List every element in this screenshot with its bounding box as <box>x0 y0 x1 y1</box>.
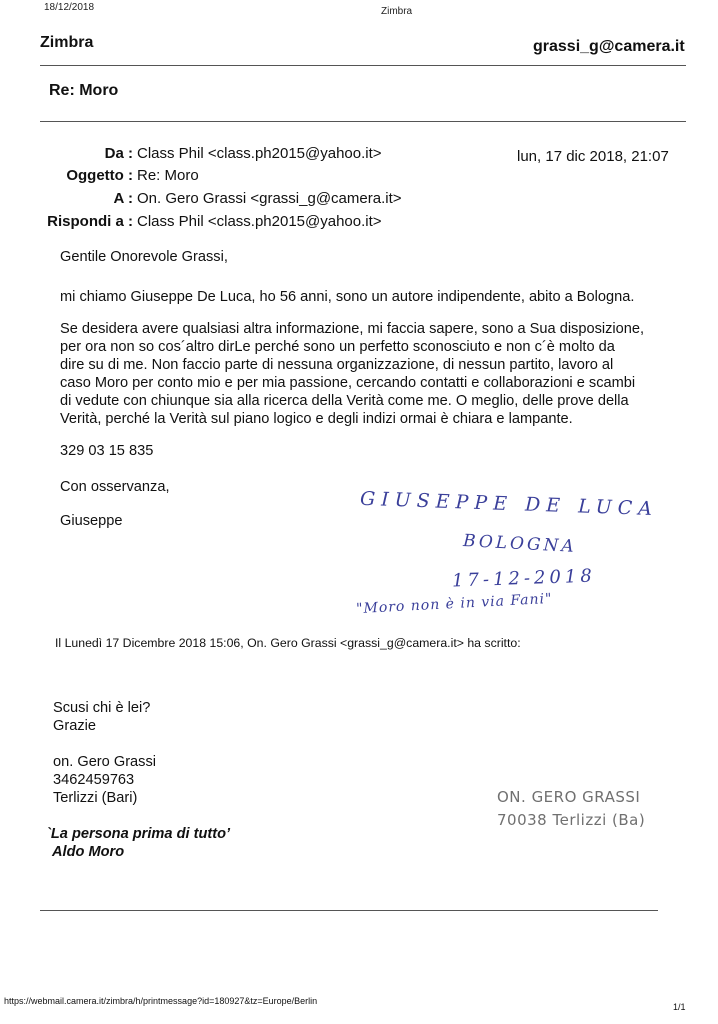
paragraph-line: dire su di me. Non faccio parte di nessuna organizzazione, di nessun partito, lavoro al <box>60 357 614 373</box>
greeting: Gentile Onorevole Grassi, <box>60 249 228 265</box>
header-divider <box>40 65 686 66</box>
stamp-address: 70038 Terlizzi (Ba) <box>497 811 646 829</box>
header-from-label: Da : <box>104 145 133 162</box>
paragraph-intro: mi chiamo Giuseppe De Luca, ho 56 anni, sono un autore indipendente, abito a Bologna. <box>60 289 635 305</box>
reply-signature <box>53 753 156 807</box>
signature: Giuseppe <box>60 513 123 529</box>
paragraph-line: caso Moro per conto mio e per mia passione, cercando contatti e collaborazioni e scambi <box>60 375 636 391</box>
handwritten-city: BOLOGNA <box>462 531 578 557</box>
footer-divider <box>40 910 658 911</box>
header-to-label: A : <box>113 190 133 207</box>
handwritten-date: 17-12-2018 <box>451 565 597 592</box>
reply-line: Grazie <box>53 718 96 734</box>
message-subject: Re: Moro <box>49 82 119 99</box>
stamp-name: ON. GERO GRASSI <box>497 788 641 806</box>
print-date: 18/12/2018 <box>44 2 95 13</box>
motto-quote: `La persona prima di tutto’ <box>46 826 231 842</box>
reply-sig-phone: 3462459763 <box>53 772 135 788</box>
print-url: https://webmail.camera.it/zimbra/h/printmessage?id=180927&tz=Europe/Berlin <box>4 996 318 1006</box>
header-reply-to-label: Rispondi a : <box>47 213 133 230</box>
reply-line: Scusi chi è lei? <box>53 700 151 716</box>
paragraph-line: Se desidera avere qualsiasi altra informazione, mi faccia sapere, sono a Sua disposizione, <box>60 321 645 337</box>
closing: Con osservanza, <box>60 479 170 495</box>
print-title: Zimbra <box>381 6 413 17</box>
header-to-value[interactable]: On. Gero Grassi <grassi_g@camera.it> <box>137 190 402 207</box>
account-email: grassi_g@camera.it <box>533 38 685 55</box>
header-subject-label: Oggetto : <box>66 167 133 184</box>
message-date: lun, 17 dic 2018, 21:07 <box>517 148 669 165</box>
paragraph-line: per ora non so cos´altro dirLe perché sono un perfetto sconosciuto e non c´è molto da <box>60 339 615 355</box>
reply-sig-name: on. Gero Grassi <box>53 754 157 770</box>
phone-number: 329 03 15 835 <box>60 443 154 459</box>
page-number: 1/1 <box>673 1002 686 1012</box>
handwritten-name: GIUSEPPE DE LUCA <box>359 487 659 521</box>
paragraph-line: Verità, perché la Verità sul piano logico e degli indizi ormai è chiara e lampante. <box>60 411 573 427</box>
motto-author: Aldo Moro <box>52 844 125 860</box>
app-brand: Zimbra <box>40 34 94 51</box>
reply-sig-city: Terlizzi (Bari) <box>53 790 138 806</box>
header-subject-value: Re: Moro <box>137 167 199 184</box>
reply-text <box>53 699 150 735</box>
header-from-value[interactable]: Class Phil <class.ph2015@yahoo.it> <box>137 145 382 162</box>
motto <box>46 825 230 861</box>
subject-divider <box>40 121 686 122</box>
handwritten-note: "Moro non è in via Fani" <box>355 590 553 618</box>
paragraph-details <box>60 320 675 428</box>
paragraph-line: di vedute con chiunque sia alla ricerca della Verità come me. O meglio, delle prove della <box>60 393 629 409</box>
quote-header: Il Lunedì 17 Dicembre 2018 15:06, On. Gero Grassi <grassi_g@camera.it> ha scritto: <box>55 636 521 650</box>
header-reply-to-value[interactable]: Class Phil <class.ph2015@yahoo.it> <box>137 213 382 230</box>
